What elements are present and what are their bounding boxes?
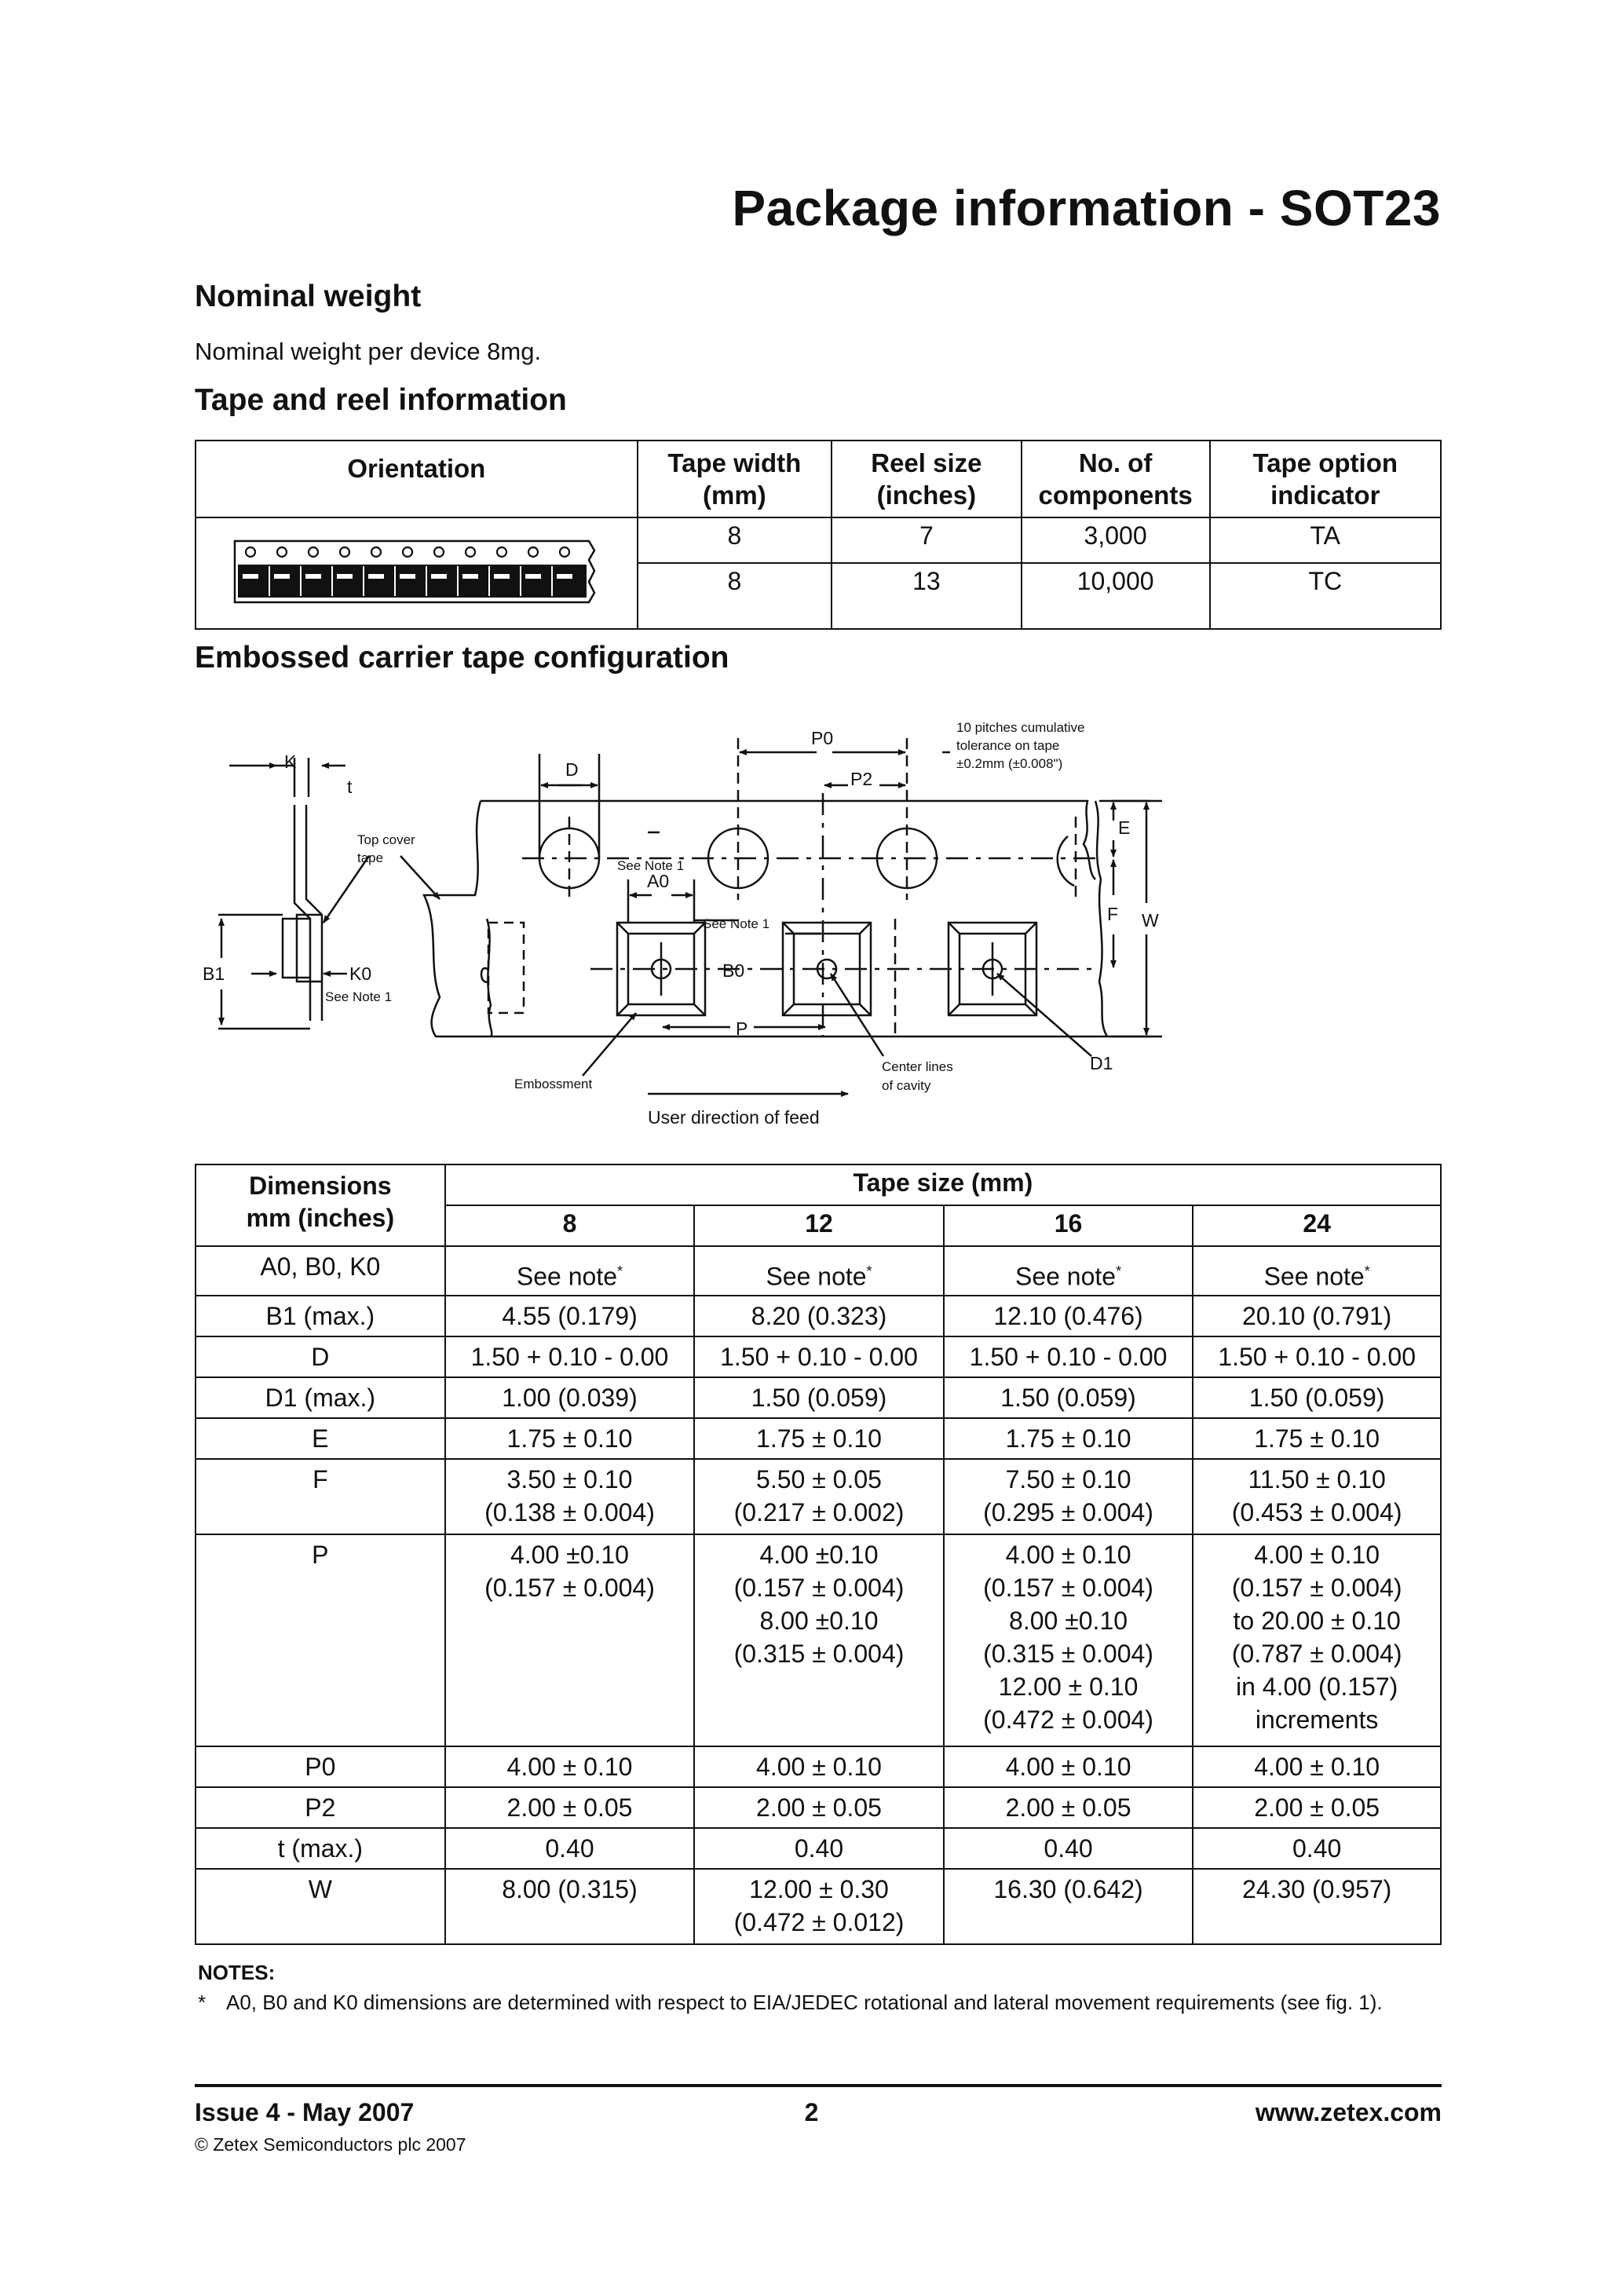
- dimension-value: 1.75 ± 0.10: [1193, 1418, 1441, 1459]
- note-asterisk: *: [198, 1991, 207, 2014]
- dimension-value: [694, 1246, 944, 1296]
- dimension-value: 1.50 + 0.10 - 0.00: [944, 1336, 1193, 1377]
- dimension-value: 1.50 (0.059): [944, 1377, 1193, 1418]
- header-size-12: 12: [694, 1205, 944, 1246]
- components-cell: 3,000: [1022, 517, 1210, 563]
- dimension-value: 1.50 (0.059): [694, 1377, 944, 1418]
- dimension-row: [196, 1459, 1441, 1534]
- dimension-value: 1.50 + 0.10 - 0.00: [1193, 1336, 1441, 1377]
- dimension-row: [196, 1246, 1441, 1296]
- header-components: No. of components: [1022, 441, 1210, 517]
- header-size-24: 24: [1193, 1205, 1441, 1246]
- dimension-label: P2: [196, 1787, 445, 1828]
- dimension-label: A0, B0, K0: [196, 1246, 445, 1296]
- label-e: E: [1118, 817, 1131, 838]
- dimension-label: F: [196, 1459, 445, 1534]
- dimension-value: [1193, 1246, 1441, 1296]
- dimension-value: 4.00 ± 0.10: [445, 1746, 695, 1787]
- dimension-row: [196, 1869, 1441, 1944]
- label-pitch3: ±0.2mm (±0.008"): [956, 756, 1063, 771]
- dimension-value: 1.00 (0.039): [445, 1377, 695, 1418]
- label-p0: P0: [811, 728, 834, 748]
- dimension-value: 4.00 ± 0.10: [694, 1746, 944, 1787]
- see-note-text: See note: [516, 1262, 618, 1291]
- header-size-8: 8: [445, 1205, 695, 1246]
- label-embossment: Embossment: [514, 1077, 593, 1091]
- dimension-value: 16.30 (0.642): [944, 1869, 1193, 1944]
- dimension-value: 8.20 (0.323): [694, 1296, 944, 1336]
- dimension-value: 4.00 ±0.10 (0.157 ± 0.004) 8.00 ±0.10 (0.315 ± 0.004): [694, 1534, 944, 1746]
- label-b1: B1: [203, 963, 225, 984]
- tape-option-cell: TC: [1210, 563, 1441, 629]
- note-mark: *: [1116, 1263, 1122, 1279]
- dimension-value: 3.50 ± 0.10 (0.138 ± 0.004): [445, 1459, 695, 1534]
- dimension-value: 0.40: [944, 1828, 1193, 1869]
- dimension-value: 0.40: [1193, 1828, 1441, 1869]
- label-center2: of cavity: [882, 1078, 931, 1093]
- dimension-value: 0.40: [445, 1828, 695, 1869]
- dimension-label: D1 (max.): [196, 1377, 445, 1418]
- dimension-row: [196, 1787, 1441, 1828]
- dimension-label: D: [196, 1336, 445, 1377]
- label-t: t: [347, 777, 353, 797]
- nominal-weight-heading: Nominal weight: [195, 280, 422, 313]
- dimension-value: 8.00 (0.315): [445, 1869, 695, 1944]
- label-p2: P2: [850, 769, 873, 789]
- dimension-value: 2.00 ± 0.05: [1193, 1787, 1441, 1828]
- dimension-value: 4.00 ± 0.10: [944, 1746, 1193, 1787]
- header-reel-size: Reel size (inches): [832, 441, 1022, 517]
- dimension-value: 1.50 + 0.10 - 0.00: [694, 1336, 944, 1377]
- label-d1: D1: [1090, 1053, 1113, 1073]
- label-a0: A0: [647, 871, 670, 891]
- dimension-row: [196, 1828, 1441, 1869]
- notes-title: NOTES:: [198, 1961, 276, 1984]
- dimension-value: 5.50 ± 0.05 (0.217 ± 0.002): [694, 1459, 944, 1534]
- dimension-value: 1.75 ± 0.10: [694, 1418, 944, 1459]
- tape-width-cell: 8: [638, 563, 832, 629]
- dimension-value: 12.10 (0.476): [944, 1296, 1193, 1336]
- dimension-row: [196, 1296, 1441, 1336]
- label-center1: Center lines: [882, 1059, 953, 1074]
- dimension-value: 1.75 ± 0.10: [944, 1418, 1193, 1459]
- dimension-value: 4.00 ± 0.10: [1193, 1746, 1441, 1787]
- header-tape-size: Tape size (mm): [445, 1164, 1441, 1205]
- see-note-text: See note: [1263, 1262, 1365, 1291]
- dimension-row: [196, 1336, 1441, 1377]
- dimension-value: [445, 1246, 695, 1296]
- dimension-value: 0.40: [694, 1828, 944, 1869]
- dimension-value: 2.00 ± 0.05: [694, 1787, 944, 1828]
- label-see-note-b0: See Note 1: [703, 916, 770, 931]
- see-note-text: See note: [766, 1262, 867, 1291]
- dimension-value: 20.10 (0.791): [1193, 1296, 1441, 1336]
- footer-page-number: 2: [804, 2098, 819, 2126]
- label-see-note-a0: See Note 1: [617, 858, 685, 873]
- note-mark: *: [1364, 1263, 1370, 1279]
- footer-copyright: © Zetex Semiconductors plc 2007: [195, 2134, 466, 2155]
- label-feed-direction: User direction of feed: [648, 1107, 820, 1128]
- reel-size-cell: 13: [832, 563, 1022, 629]
- label-tape: tape: [357, 850, 384, 865]
- dimension-value: 11.50 ± 0.10 (0.453 ± 0.004): [1193, 1459, 1441, 1534]
- header-tape-option: Tape option indicator: [1210, 441, 1441, 517]
- note-mark: *: [866, 1263, 872, 1279]
- footer-website[interactable]: www.zetex.com: [1255, 2098, 1442, 2126]
- label-w: W: [1142, 910, 1159, 930]
- dimension-label: E: [196, 1418, 445, 1459]
- dimension-value: 4.55 (0.179): [445, 1296, 695, 1336]
- label-see-note-k0: See Note 1: [325, 989, 393, 1004]
- carrier-tape-diagram: [0, 0, 1623, 1146]
- components-cell: 10,000: [1022, 563, 1210, 629]
- header-size-16: 16: [944, 1205, 1193, 1246]
- dimension-value: 4.00 ±0.10 (0.157 ± 0.004): [445, 1534, 695, 1746]
- label-k0: K0: [349, 963, 372, 984]
- footer-issue: Issue 4 - May 2007: [195, 2098, 415, 2126]
- see-note-text: See note: [1014, 1262, 1117, 1291]
- dimension-value: 7.50 ± 0.10 (0.295 ± 0.004): [944, 1459, 1193, 1534]
- dimension-row: [196, 1746, 1441, 1787]
- dimension-label: P0: [196, 1746, 445, 1787]
- dimension-value: 2.00 ± 0.05: [445, 1787, 695, 1828]
- dimension-row: [196, 1418, 1441, 1459]
- nominal-weight-text: Nominal weight per device 8mg.: [195, 338, 542, 365]
- header-orientation: Orientation: [196, 441, 638, 517]
- dimension-label: P: [196, 1534, 445, 1746]
- notes-body: [198, 1988, 1442, 2016]
- dimensions-table: [195, 1164, 1442, 1945]
- dimension-value: 4.00 ± 0.10 (0.157 ± 0.004) to 20.00 ± 0.10 (0.787 ± 0.004) in 4.00 (0.157) increments: [1193, 1534, 1441, 1746]
- label-b0: B0: [722, 960, 745, 981]
- dimension-value: [944, 1246, 1193, 1296]
- dimension-row: [196, 1377, 1441, 1418]
- dimension-value: 24.30 (0.957): [1193, 1869, 1441, 1944]
- dimension-row: [196, 1534, 1441, 1746]
- dimension-label: B1 (max.): [196, 1296, 445, 1336]
- label-p: P: [736, 1018, 748, 1039]
- embossed-heading: Embossed carrier tape configuration: [195, 641, 729, 675]
- header-dimensions: Dimensions mm (inches): [196, 1164, 445, 1246]
- label-k: K: [284, 751, 297, 772]
- label-d: D: [565, 759, 579, 780]
- dimension-value: 1.50 (0.059): [1193, 1377, 1441, 1418]
- page-title: Package information - SOT23: [732, 180, 1441, 236]
- footer-divider: [195, 2084, 1442, 2087]
- note-mark: *: [617, 1263, 623, 1279]
- label-pitch1: 10 pitches cumulative: [956, 720, 1085, 735]
- dimension-value: 1.50 + 0.10 - 0.00: [445, 1336, 695, 1377]
- tape-width-cell: 8: [638, 517, 832, 563]
- header-tape-width: Tape width (mm): [638, 441, 832, 517]
- tape-option-cell: TA: [1210, 517, 1441, 563]
- dimension-value: 2.00 ± 0.05: [944, 1787, 1193, 1828]
- dimension-value: 1.75 ± 0.10: [445, 1418, 695, 1459]
- label-pitch2: tolerance on tape: [956, 738, 1060, 753]
- label-f: F: [1107, 904, 1119, 924]
- dimension-value: 4.00 ± 0.10 (0.157 ± 0.004) 8.00 ±0.10 (0.315 ± 0.004) 12.00 ± 0.10 (0.472 ± 0.004): [944, 1534, 1193, 1746]
- label-top-cover: Top cover: [357, 832, 415, 847]
- dimension-label: t (max.): [196, 1828, 445, 1869]
- note-text: A0, B0 and K0 dimensions are determined with respect to EIA/JEDEC rotational and lateral movement requirements (see fig. 1).: [226, 1991, 1383, 2014]
- reel-size-cell: 7: [832, 517, 1022, 563]
- dimension-value: 12.00 ± 0.30 (0.472 ± 0.012): [694, 1869, 944, 1944]
- dimension-label: W: [196, 1869, 445, 1944]
- tape-reel-heading: Tape and reel information: [195, 383, 567, 417]
